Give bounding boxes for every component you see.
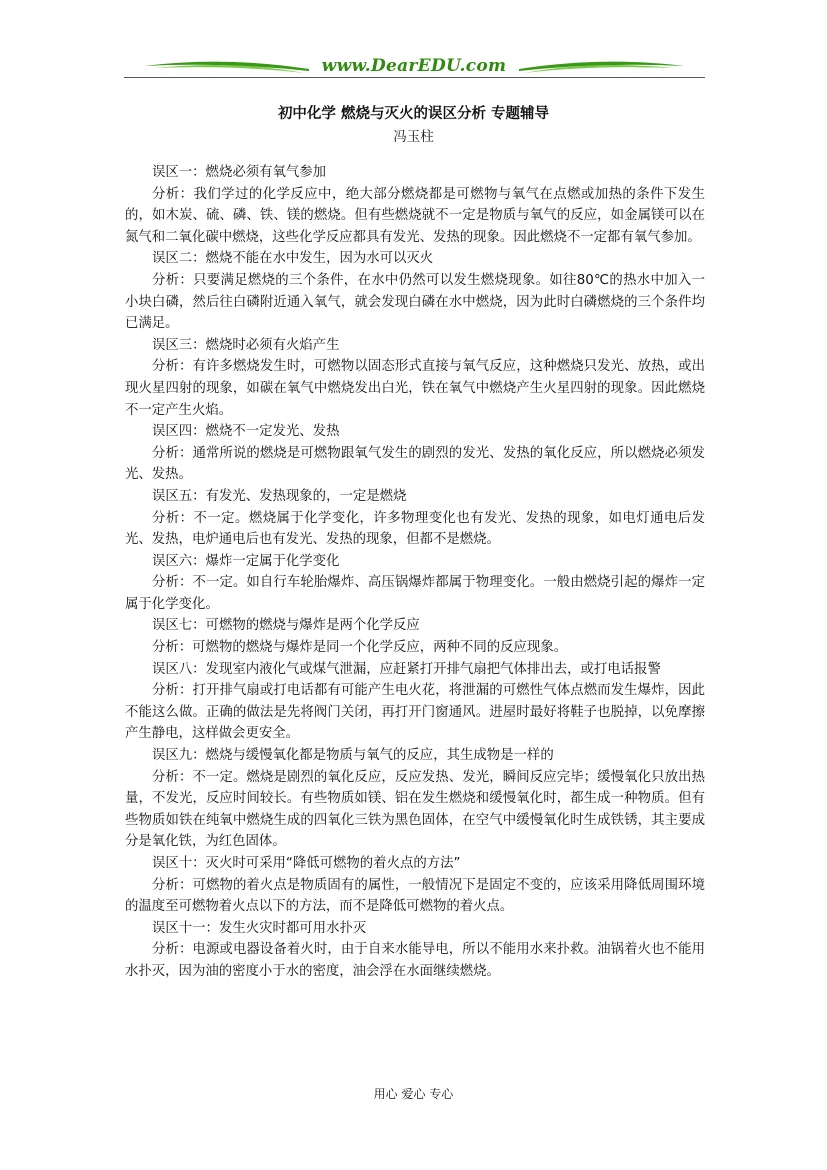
misconception-9-heading: 误区九：燃烧与缓慢氧化都是物质与氧气的反应，其生成物是一样的: [152, 748, 554, 764]
misconception-10-heading: 误区十：灭火时可采用“降低可燃物的着火点的方法”: [152, 856, 461, 871]
misconception-1-heading: 误区一：燃烧必须有氧气参加: [152, 165, 327, 180]
misconception-5-analysis: 分析：不一定。燃烧属于化学变化，许多物理变化也有发光、发热的现象，如电灯通电后发光、发热，电炉通电后也有发光、发热的现象，但都不是燃烧。: [125, 510, 705, 548]
misconception-4-heading: 误区四：燃烧不一定发光、发热: [152, 424, 340, 440]
misconception-2-analysis: 分析：只要满足燃烧的三个条件，在水中仍然可以发生燃烧现象。如往80℃的热水中加入一小块白磷，然后往白磷附近通入氧气，就会发现白磷在水中燃烧，因为此时白磷燃烧的三个条件均已满足。: [125, 272, 705, 332]
misconception-3-analysis: 分析：有许多燃烧发生时，可燃物以固态形式直接与氧气反应，这种燃烧只发光、放热，或出现火星四射的现象，如碳在氧气中燃烧发出白光，铁在氧气中燃烧产生火星四射的现象。因此燃烧不一定产生火焰。: [125, 359, 705, 418]
document-title: 初中化学 燃烧与灭火的误区分析 专题辅导: [277, 106, 550, 122]
misconception-4-analysis: 分析：通常所说的燃烧是可燃物跟氧气发生的剧烈的发光、发热的氧化反应，所以燃烧必须发光、发热。: [125, 445, 705, 483]
misconception-5-heading: 误区五：有发光、发热现象的，一定是燃烧: [152, 488, 407, 504]
misconception-6-heading: 误区六：爆炸一定属于化学变化: [152, 553, 340, 569]
misconception-1-analysis: 分析：我们学过的化学反应中，绝大部分燃烧都是可燃物与氧气在点燃或加热的条件下发生的，如木炭、硫、磷、铁、镁的燃烧。但有些燃烧就不一定是物质与氧气的反应，如金属镁可以在氮气和二氧化碳中燃烧，这些化学反应都具有发光、发热的现象。因此燃烧不一定都有氧气参加。: [125, 186, 705, 245]
document-author: 冯玉柱: [393, 129, 434, 145]
misconception-7-analysis: 分析：可燃物的燃烧与爆炸是同一个化学反应，两种不同的反应现象。: [152, 640, 568, 656]
misconception-11-heading: 误区十一：发生火灾时都可用水扑灭: [152, 920, 367, 936]
misconception-9-analysis: 分析：不一定。燃烧是剧烈的氧化反应，反应发热、发光，瞬间反应完毕；缓慢氧化只放出热量，不发光，反应时间较长。有些物质如镁、铝在发生燃烧和缓慢氧化时，都生成一种物质。但有些物质如铁在纯氧中燃烧生成的四氧化三铁为黑色固体，在空气中缓慢氧化时生成铁锈，其主要成分是氧化铁，为红色固体。: [125, 769, 705, 850]
misconception-8-heading: 误区八：发现室内液化气或煤气泄漏，应赶紧打开排气扇把气体排出去，或打电话报警: [152, 661, 661, 677]
site-name: www.DearEDU.com: [321, 56, 507, 76]
misconception-3-heading: 误区三：燃烧时必须有火焰产生: [152, 337, 340, 353]
misconception-10-analysis: 分析：可燃物的着火点是物质固有的属性，一般情况下是固定不变的，应该采用降低周围环境的温度至可燃物着火点以下的方法，而不是降低可燃物的着火点。: [125, 877, 705, 915]
misconception-2-heading: 误区二：燃烧不能在水中发生，因为水可以灭火: [152, 251, 434, 267]
misconception-11-analysis: 分析：电源或电器设备着火时，由于自来水能导电，所以不能用水来扑救。油锅着火也不能用水扑灭，因为油的密度小于水的密度，油会浮在水面继续燃烧。: [125, 942, 705, 979]
misconception-7-heading: 误区七：可燃物的燃烧与爆炸是两个化学反应: [152, 618, 420, 634]
misconception-6-analysis: 分析：不一定。如自行车轮胎爆炸、高压锅爆炸都属于物理变化。一般由燃烧引起的爆炸一定属于化学变化。: [125, 575, 705, 612]
page-footer: 用心 爱心 专心: [373, 1087, 454, 1101]
document-body: [125, 162, 705, 983]
header-divider: [124, 77, 705, 78]
misconception-8-analysis: 分析：打开排气扇或打电话都有可能产生电火花，将泄漏的可燃性气体点燃而发生爆炸，因此不能这么做。正确的做法是先将阀门关闭，再打开门窗通风。进屋时最好将鞋子也脱掉，以免摩擦产生静电，这样做会更安全。: [125, 683, 705, 742]
